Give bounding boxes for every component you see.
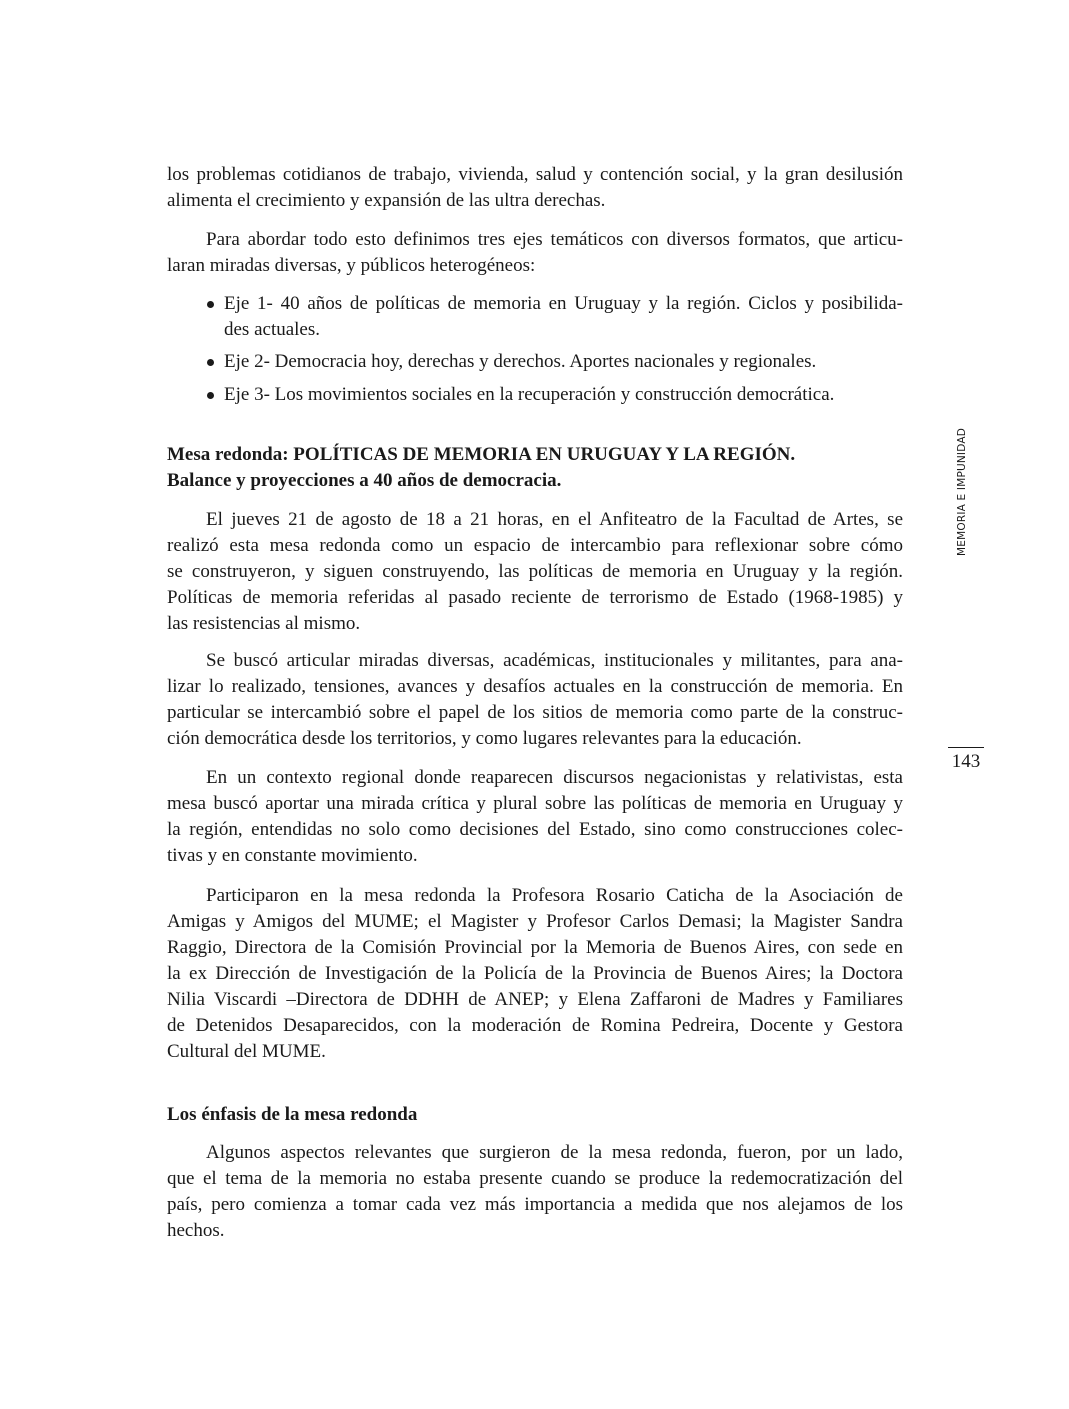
heading-line: Balance y proyecciones a 40 años de democracia. (167, 470, 562, 491)
list-item-text: des actuales. (224, 319, 321, 340)
text-line: ción democrática desde los territorios, y como lugares relevantes para la educación. (167, 728, 802, 749)
text-line: lizar lo realizado, tensiones, avances y desafíos actuales en la construcción de memoria. En (167, 676, 903, 697)
text-line: se construyeron, y siguen construyendo, las políticas de memoria en Uruguay y la región. (167, 561, 903, 582)
text-line: alimenta el crecimiento y expansión de las ultra derechas. (167, 190, 606, 211)
text-line: Para abordar todo esto definimos tres ejes temáticos con diversos formatos, que articu- (206, 229, 903, 250)
text-line: En un contexto regional donde reaparecen discursos negacionistas y relativistas, esta (206, 767, 903, 788)
heading-line: Mesa redonda: POLÍTICAS DE MEMORIA EN URUGUAY Y LA REGIÓN. (167, 444, 796, 465)
text-line: laran miradas diversas, y públicos heterogéneos: (167, 255, 536, 276)
text-line: Políticas de memoria referidas al pasado reciente de terrorismo de Estado (1968-1985) y (167, 587, 903, 608)
bullet-icon (207, 301, 214, 308)
text-line: Amigas y Amigos del MUME; el Magister y Profesor Carlos Demasi; la Magister Sandra (167, 911, 903, 932)
text-line: país, pero comienza a tomar cada vez más importancia a medida que nos alejamos de los (167, 1194, 903, 1215)
text-line: Se buscó articular miradas diversas, académicas, institucionales y militantes, para ana- (206, 650, 903, 671)
text-line: de Detenidos Desaparecidos, con la moderación de Romina Pedreira, Docente y Gestora (167, 1015, 903, 1036)
text-line: que el tema de la memoria no estaba presente cuando se produce la redemocratización del (167, 1168, 903, 1189)
bullet-icon (207, 392, 214, 399)
text-line: El jueves 21 de agosto de 18 a 21 horas, en el Anfiteatro de la Facultad de Artes, se (206, 509, 903, 530)
text-line: realizó esta mesa redonda como un espacio de intercambio para reflexionar sobre cómo (167, 535, 903, 556)
text-line: Cultural del MUME. (167, 1041, 326, 1062)
text-line: Participaron en la mesa redonda la Profesora Rosario Caticha de la Asociación de (206, 885, 903, 906)
text-line: los problemas cotidianos de trabajo, vivienda, salud y contención social, y la gran desilusión (167, 164, 903, 185)
text-line: Nilia Viscardi –Directora de DDHH de ANEP; y Elena Zaffaroni de Madres y Familiares (167, 989, 903, 1010)
text-line: Raggio, Directora de la Comisión Provincial por la Memoria de Buenos Aires, con sede en (167, 937, 903, 958)
text-line: la región, entendidas no solo como decisiones del Estado, sino como construcciones colec- (167, 819, 903, 840)
running-header-label: MEMORIA E IMPUNIDAD (956, 428, 968, 556)
text-line: hechos. (167, 1220, 225, 1241)
text-line: mesa buscó aportar una mirada crítica y plural sobre las políticas de memoria en Uruguay y (167, 793, 903, 814)
page-number-rule (948, 747, 984, 748)
bullet-icon (207, 359, 214, 366)
text-line: la ex Dirección de Investigación de la Policía de la Provincia de Buenos Aires; la Doctora (167, 963, 903, 984)
text-line: particular se intercambió sobre el papel de los sitios de memoria como parte de la construc- (167, 702, 903, 723)
page-number: 143 (951, 751, 981, 772)
text-line: tivas y en constante movimiento. (167, 845, 418, 866)
subheading: Los énfasis de la mesa redonda (167, 1104, 418, 1125)
list-item-text: Eje 2- Democracia hoy, derechas y derechos. Aportes nacionales y regionales. (224, 351, 817, 372)
list-item-text: Eje 3- Los movimientos sociales en la recuperación y construcción democrática. (224, 384, 835, 405)
text-line: Algunos aspectos relevantes que surgieron de la mesa redonda, fueron, por un lado, (206, 1142, 903, 1163)
list-item-text: Eje 1- 40 años de políticas de memoria en Uruguay y la región. Ciclos y posibilida- (224, 293, 903, 314)
text-line: las resistencias al mismo. (167, 613, 361, 634)
